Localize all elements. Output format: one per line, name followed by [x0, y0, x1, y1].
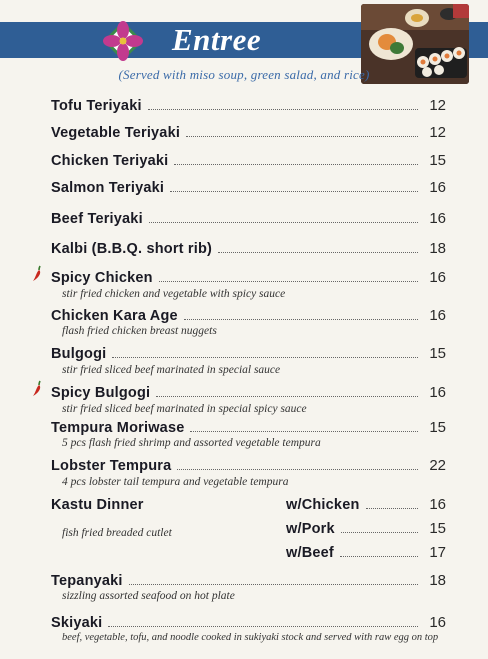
- item-description: 4 pcs lobster tail tempura and vegetable tempura: [62, 476, 289, 488]
- item-name: Tofu Teriyaki: [51, 98, 142, 114]
- option-price: 16: [429, 496, 446, 513]
- dot-leader: [148, 109, 418, 110]
- item-price: 12: [429, 97, 446, 114]
- item-name: Bulgogi: [51, 346, 107, 362]
- dot-leader: [156, 396, 418, 397]
- item-name: Beef Teriyaki: [51, 211, 143, 227]
- item-description: sizzling assorted seafood on hot plate: [62, 590, 235, 602]
- dot-leader: [170, 191, 418, 192]
- dot-leader: [174, 164, 418, 165]
- menu-option: [286, 541, 446, 561]
- chili-pepper-icon: [30, 379, 44, 397]
- menu-item: [51, 302, 446, 324]
- menu-item: [51, 340, 446, 362]
- menu-item: [51, 452, 446, 474]
- item-price: 16: [429, 269, 446, 286]
- item-price: 15: [429, 419, 446, 436]
- item-name: Kalbi (B.B.Q. short rib): [51, 241, 213, 257]
- item-price: 15: [429, 152, 446, 169]
- item-name: Spicy Chicken: [51, 270, 153, 286]
- menu-item: [51, 235, 446, 257]
- item-price: 16: [429, 307, 446, 324]
- menu-item: [51, 567, 446, 589]
- option-name: w/Beef: [286, 545, 334, 561]
- item-price: 18: [429, 240, 446, 257]
- menu-item: [51, 491, 251, 513]
- item-price: 16: [429, 210, 446, 227]
- dot-leader: [184, 319, 418, 320]
- item-name: Tempura Moriwase: [51, 420, 185, 436]
- menu-item: [51, 174, 446, 196]
- item-price: 15: [429, 345, 446, 362]
- item-name: Chicken Kara Age: [51, 308, 178, 324]
- item-name: Tepanyaki: [51, 573, 123, 589]
- item-name: Skiyaki: [51, 615, 103, 631]
- item-description: fish fried breaded cutlet: [62, 527, 172, 539]
- menu-item: [51, 205, 446, 227]
- dot-leader: [366, 508, 418, 509]
- page-title: Entree: [172, 22, 262, 57]
- option-price: 17: [429, 544, 446, 561]
- chili-pepper-icon: [30, 264, 44, 282]
- item-description: stir fried sliced beef marinated in special spicy sauce: [62, 403, 307, 415]
- item-name: Vegetable Teriyaki: [51, 125, 181, 141]
- dot-leader: [341, 532, 418, 533]
- menu-option: [286, 517, 446, 537]
- item-name: Lobster Tempura: [51, 458, 172, 474]
- item-price: 16: [429, 179, 446, 196]
- dot-leader: [218, 252, 418, 253]
- menu-item: [51, 119, 446, 141]
- option-name: w/Chicken: [286, 497, 360, 513]
- dot-leader: [108, 626, 418, 627]
- item-name: Chicken Teriyaki: [51, 153, 169, 169]
- item-price: 18: [429, 572, 446, 589]
- item-description: stir fried chicken and vegetable with spicy sauce: [62, 288, 286, 300]
- item-price: 12: [429, 124, 446, 141]
- item-price: 16: [429, 384, 446, 401]
- dot-leader: [159, 281, 418, 282]
- item-name: Spicy Bulgogi: [51, 385, 151, 401]
- dot-leader: [149, 222, 418, 223]
- dot-leader: [340, 556, 418, 557]
- menu-item: [51, 147, 446, 169]
- item-name: Salmon Teriyaki: [51, 180, 165, 196]
- dot-leader: [186, 136, 418, 137]
- served-with-note: (Served with miso soup, green salad, and rice): [118, 67, 370, 82]
- menu-item: [51, 379, 446, 401]
- dot-leader: [129, 584, 418, 585]
- dot-leader: [112, 357, 418, 358]
- menu-item: [51, 414, 446, 436]
- dot-leader: [177, 469, 418, 470]
- menu-item: [51, 609, 446, 631]
- flower-logo-icon: [98, 16, 148, 66]
- dot-leader: [190, 431, 418, 432]
- menu-item: [51, 264, 446, 286]
- item-name: Kastu Dinner: [51, 497, 144, 513]
- item-description: flash fried chicken breast nuggets: [62, 325, 217, 337]
- item-price: 16: [429, 614, 446, 631]
- item-description: beef, vegetable, tofu, and noodle cooked in sukiyaki stock and served with raw egg on top: [62, 632, 439, 643]
- menu-item: [51, 92, 446, 114]
- option-name: w/Pork: [286, 521, 335, 537]
- menu-option: [286, 493, 446, 513]
- item-description: stir fried sliced beef marinated in special sauce: [62, 364, 281, 376]
- item-price: 22: [429, 457, 446, 474]
- option-price: 15: [429, 520, 446, 537]
- item-description: 5 pcs flash fried shrimp and assorted vegetable tempura: [62, 437, 321, 449]
